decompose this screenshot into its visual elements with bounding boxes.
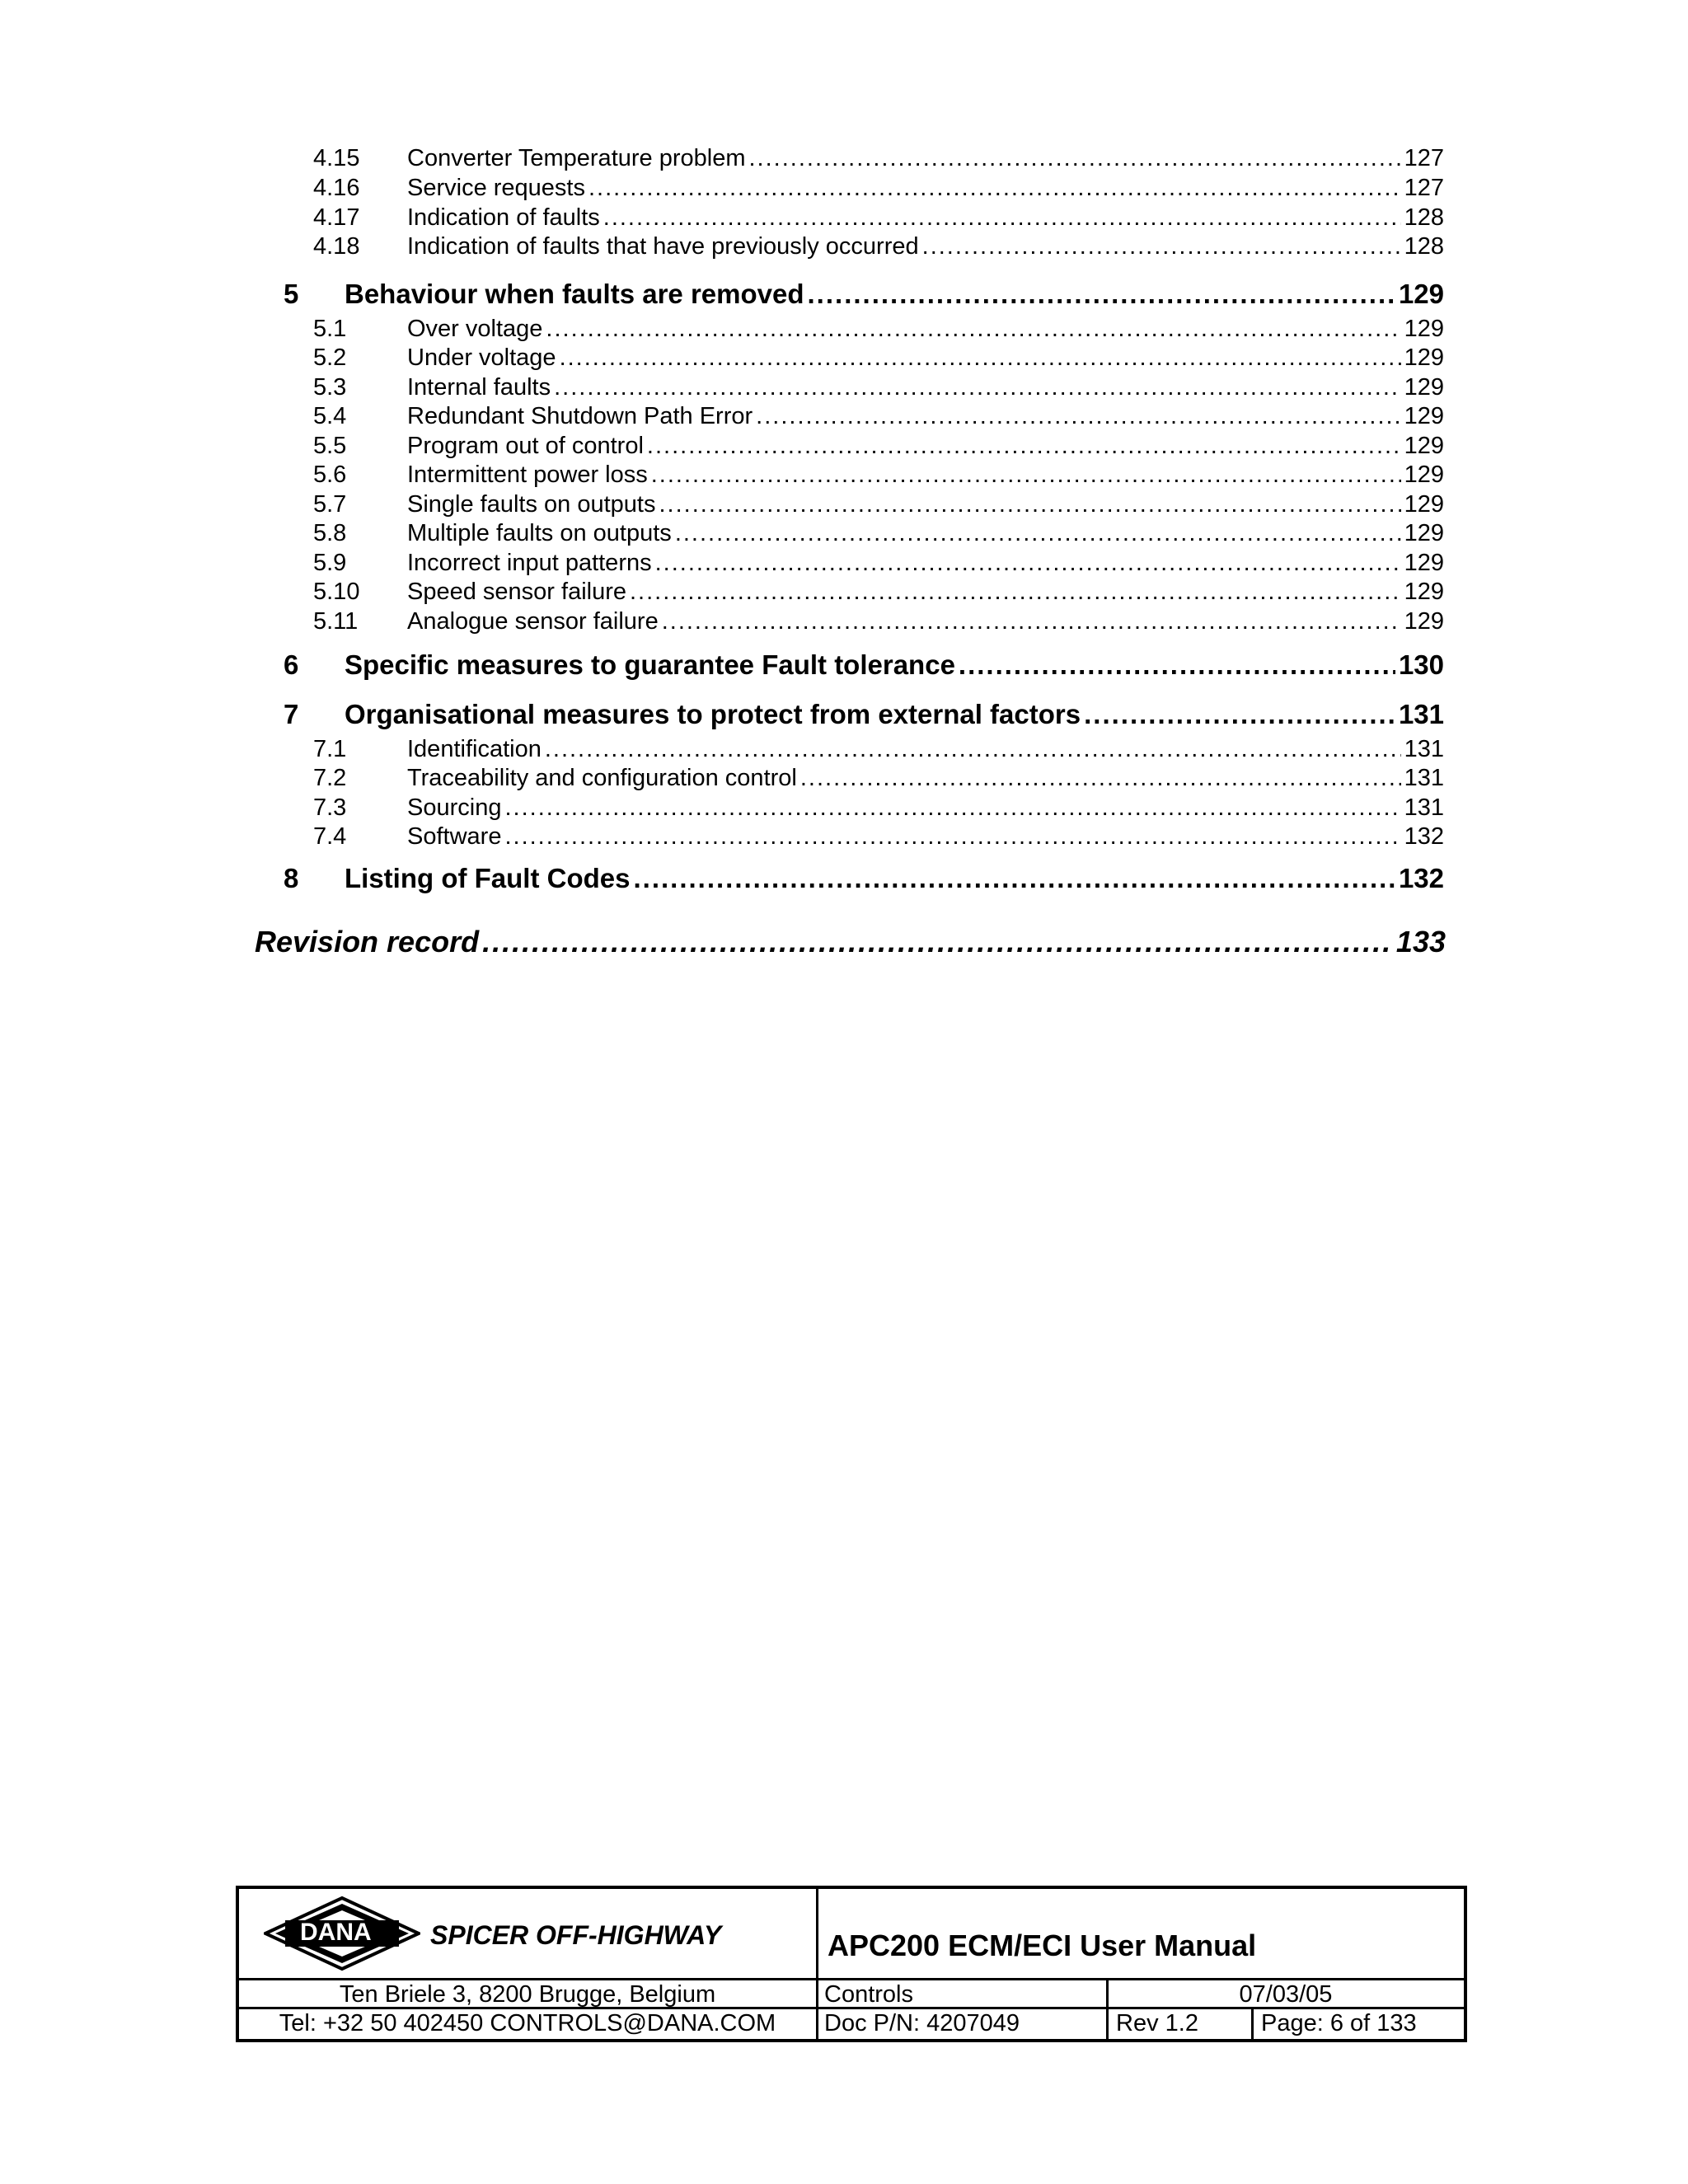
toc-leader	[545, 736, 1401, 763]
toc-title: Converter Temperature problem	[407, 145, 746, 171]
toc-leader	[922, 233, 1401, 260]
toc-page: 132	[1398, 863, 1444, 893]
toc-page: 127	[1404, 175, 1444, 201]
toc-page: 129	[1404, 579, 1444, 605]
toc-title: Analogue sensor failure	[407, 608, 659, 635]
toc-entry[interactable]	[313, 316, 1444, 345]
toc-title: Single faults on outputs	[407, 491, 656, 518]
toc-page: 129	[1404, 316, 1444, 342]
toc-leader	[655, 550, 1401, 577]
toc-title: Multiple faults on outputs	[407, 520, 672, 546]
toc-page: 131	[1404, 765, 1444, 791]
toc-leader	[651, 462, 1401, 489]
toc-entry[interactable]	[313, 374, 1444, 404]
toc-entry[interactable]	[313, 175, 1444, 204]
toc-entry[interactable]	[313, 433, 1444, 462]
toc-title: Identification	[407, 736, 542, 762]
toc-number: 6	[284, 649, 299, 680]
footer-divider	[816, 1889, 818, 2039]
toc-entry[interactable]	[313, 233, 1444, 263]
toc-entry[interactable]	[313, 491, 1444, 521]
toc-title: Over voltage	[407, 316, 543, 342]
toc-leader	[603, 204, 1401, 232]
toc-number: 5.2	[313, 344, 347, 371]
toc-entry[interactable]	[313, 462, 1444, 491]
toc-number: 5.3	[313, 374, 347, 401]
toc-number: 5.7	[313, 491, 347, 518]
toc-number: 5.5	[313, 433, 347, 459]
footer-department: Controls	[824, 1981, 913, 2008]
toc-section[interactable]	[284, 863, 1444, 898]
toc-page: 128	[1404, 233, 1444, 260]
toc-section[interactable]	[284, 279, 1444, 313]
toc-title: Behaviour when faults are removed	[345, 279, 804, 309]
toc-leader	[630, 579, 1401, 606]
toc-page: 129	[1404, 403, 1444, 429]
toc-title: Redundant Shutdown Path Error	[407, 403, 753, 429]
toc-page: 131	[1404, 736, 1444, 762]
toc-page: 129	[1404, 462, 1444, 488]
footer-page-number: Page: 6 of 133	[1261, 2010, 1417, 2036]
toc-page: 129	[1404, 344, 1444, 371]
toc-entry[interactable]	[313, 765, 1444, 794]
toc-page: 129	[1404, 550, 1444, 576]
toc-page: 129	[1404, 491, 1444, 518]
toc-title: Incorrect input patterns	[407, 550, 652, 576]
toc-leader	[808, 279, 1395, 310]
toc-number: 7	[284, 699, 299, 729]
toc-entry[interactable]	[313, 794, 1444, 824]
footer-divider	[1251, 2008, 1254, 2039]
toc-number: 4.18	[313, 233, 360, 260]
toc-page: 129	[1404, 608, 1444, 635]
toc-title: Sourcing	[407, 794, 502, 821]
toc-entry[interactable]	[313, 520, 1444, 550]
toc-number: 4.16	[313, 175, 360, 201]
toc-number: 4.15	[313, 145, 360, 171]
toc-section[interactable]	[284, 649, 1444, 684]
brand-text: SPICER OFF-HIGHWAY	[430, 1920, 722, 1950]
toc-number: 8	[284, 863, 299, 893]
toc-leader	[647, 433, 1401, 460]
toc-leader	[800, 765, 1401, 792]
toc-leader	[482, 925, 1393, 959]
footer-date: 07/03/05	[1239, 1981, 1333, 2008]
toc-number: 7.2	[313, 765, 347, 791]
toc-number: 5.10	[313, 579, 360, 605]
toc-page: 133	[1395, 925, 1446, 958]
toc-page: 129	[1404, 520, 1444, 546]
toc-entry[interactable]	[313, 736, 1444, 766]
toc-leader	[554, 374, 1401, 401]
toc-leader	[1084, 699, 1395, 730]
footer-revision: Rev 1.2	[1116, 2010, 1198, 2036]
toc-page: 127	[1404, 145, 1444, 171]
toc-entry[interactable]	[313, 204, 1444, 234]
toc-page: 131	[1398, 699, 1444, 729]
toc-title: Indication of faults	[407, 204, 600, 231]
toc-page: 128	[1404, 204, 1444, 231]
toc-section[interactable]	[284, 699, 1444, 733]
toc-entry[interactable]	[313, 608, 1444, 638]
toc-revision-record[interactable]	[255, 925, 1446, 963]
toc-page: 130	[1398, 649, 1444, 680]
toc-leader	[633, 863, 1395, 894]
footer-contact: Tel: +32 50 402450 CONTROLS@DANA.COM	[279, 2010, 776, 2036]
toc-entry[interactable]	[313, 823, 1444, 853]
toc-entry[interactable]	[313, 579, 1444, 608]
toc-leader	[504, 794, 1400, 822]
toc-leader	[504, 823, 1400, 851]
toc-page: 132	[1404, 823, 1444, 850]
toc-title: Software	[407, 823, 502, 850]
logo-text: DANA	[300, 1919, 372, 1946]
toc-page: 129	[1398, 279, 1444, 309]
toc-entry[interactable]	[313, 344, 1444, 374]
page-footer	[236, 1886, 1467, 2042]
toc-title: Internal faults	[407, 374, 551, 401]
document-title: APC200 ECM/ECI User Manual	[828, 1929, 1257, 1962]
toc-number: 5.8	[313, 520, 347, 546]
toc-entry[interactable]	[313, 403, 1444, 433]
toc-leader	[959, 649, 1395, 681]
toc-leader	[675, 520, 1401, 547]
toc-number: 5.6	[313, 462, 347, 488]
toc-number: 7.3	[313, 794, 347, 821]
toc-leader	[588, 175, 1401, 202]
toc-leader	[662, 608, 1401, 635]
toc-number: 7.1	[313, 736, 347, 762]
toc-title: Program out of control	[407, 433, 644, 459]
footer-doc-pn: Doc P/N: 4207049	[824, 2010, 1020, 2036]
toc-entry[interactable]	[313, 145, 1444, 175]
toc-title: Service requests	[407, 175, 585, 201]
toc-number: 4.17	[313, 204, 360, 231]
toc-page: 131	[1404, 794, 1444, 821]
toc-title: Specific measures to guarantee Fault tolerance	[345, 649, 955, 680]
toc-leader	[560, 344, 1401, 372]
toc-page: 129	[1404, 433, 1444, 459]
toc-entry[interactable]	[313, 550, 1444, 579]
toc-title: Revision record	[255, 925, 480, 958]
toc-title: Listing of Fault Codes	[345, 863, 631, 893]
toc-number: 5.9	[313, 550, 347, 576]
toc-number: 5	[284, 279, 299, 309]
toc-leader	[756, 403, 1400, 430]
toc-number: 7.4	[313, 823, 347, 850]
toc-page: 129	[1404, 374, 1444, 401]
toc-leader	[546, 316, 1400, 343]
toc-number: 5.1	[313, 316, 347, 342]
toc-number: 5.4	[313, 403, 347, 429]
footer-address: Ten Briele 3, 8200 Brugge, Belgium	[339, 1981, 716, 2008]
footer-divider	[239, 1978, 1464, 1980]
toc-title: Intermittent power loss	[407, 462, 648, 488]
toc-title: Organisational measures to protect from external factors	[345, 699, 1081, 729]
toc-number: 5.11	[313, 608, 359, 635]
toc-title: Indication of faults that have previously occurred	[407, 233, 919, 260]
toc-leader	[659, 491, 1400, 518]
toc-title: Under voltage	[407, 344, 556, 371]
toc-title: Traceability and configuration control	[407, 765, 797, 791]
toc-leader	[749, 145, 1401, 172]
toc-title: Speed sensor failure	[407, 579, 626, 605]
